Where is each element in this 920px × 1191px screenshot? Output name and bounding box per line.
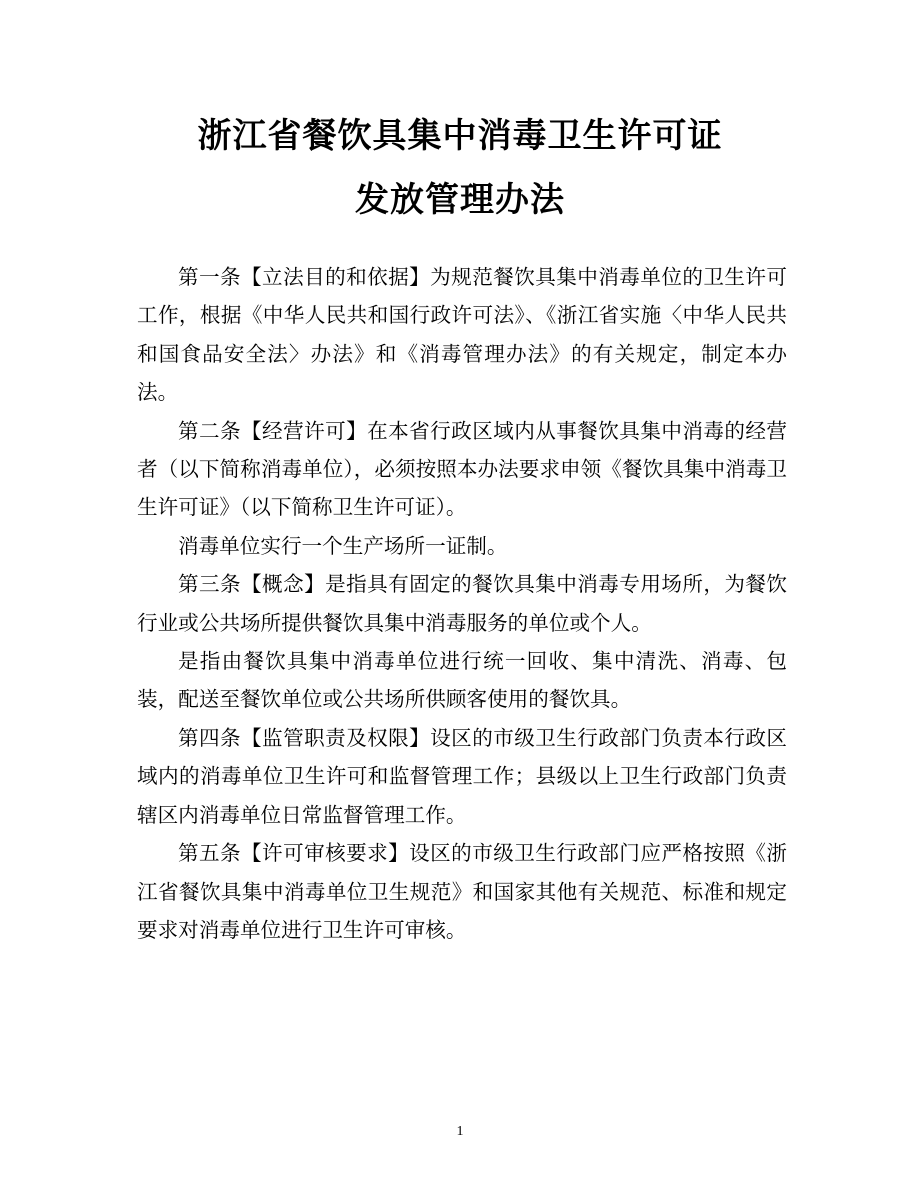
page-number: 1 — [456, 1124, 464, 1139]
document-body — [137, 258, 787, 949]
paragraph-article-2: 第二条【经营许可】在本省行政区域内从事餐饮具集中消毒的经营者（以下简称消毒单位），必须按照本办法要求申领《餐饮具集中消毒卫生许可证》（以下简称卫生许可证）。 — [137, 418, 787, 520]
document-title-line2: 发放管理办法 — [355, 180, 565, 220]
paragraph-article-5: 第五条【许可审核要求】设区的市级卫生行政部门应严格按照《浙江省餐饮具集中消毒单位卫生规范》和国家其他有关规范、标准和规定要求对消毒单位进行卫生许可审核。 — [137, 841, 787, 942]
paragraph-article-2-note: 消毒单位实行一个生产场所一证制。 — [178, 533, 508, 558]
paragraph-article-1: 第一条【立法目的和依据】为规范餐饮具集中消毒单位的卫生许可工作，根据《中华人民共和国行政许可法》、《浙江省实施〈中华人民共和国食品安全法〉办法》和《消毒管理办法》的有关规定，制定本办法。 — [137, 265, 787, 405]
paragraph-article-4: 第四条【监管职责及权限】设区的市级卫生行政部门负责本行政区域内的消毒单位卫生许可和监督管理工作；县级以上卫生行政部门负责辖区内消毒单位日常监督管理工作。 — [137, 725, 787, 827]
paragraph-article-3: 第三条【概念】是指具有固定的餐饮具集中消毒专用场所，为餐饮行业或公共场所提供餐饮具集中消毒服务的单位或个人。 — [137, 572, 787, 635]
paragraph-article-3-note: 是指由餐饮具集中消毒单位进行统一回收、集中清洗、消毒、包装，配送至餐饮单位或公共场所供顾客使用的餐饮具。 — [137, 649, 787, 712]
document-title-line1: 浙江省餐饮具集中消毒卫生许可证 — [197, 116, 723, 156]
